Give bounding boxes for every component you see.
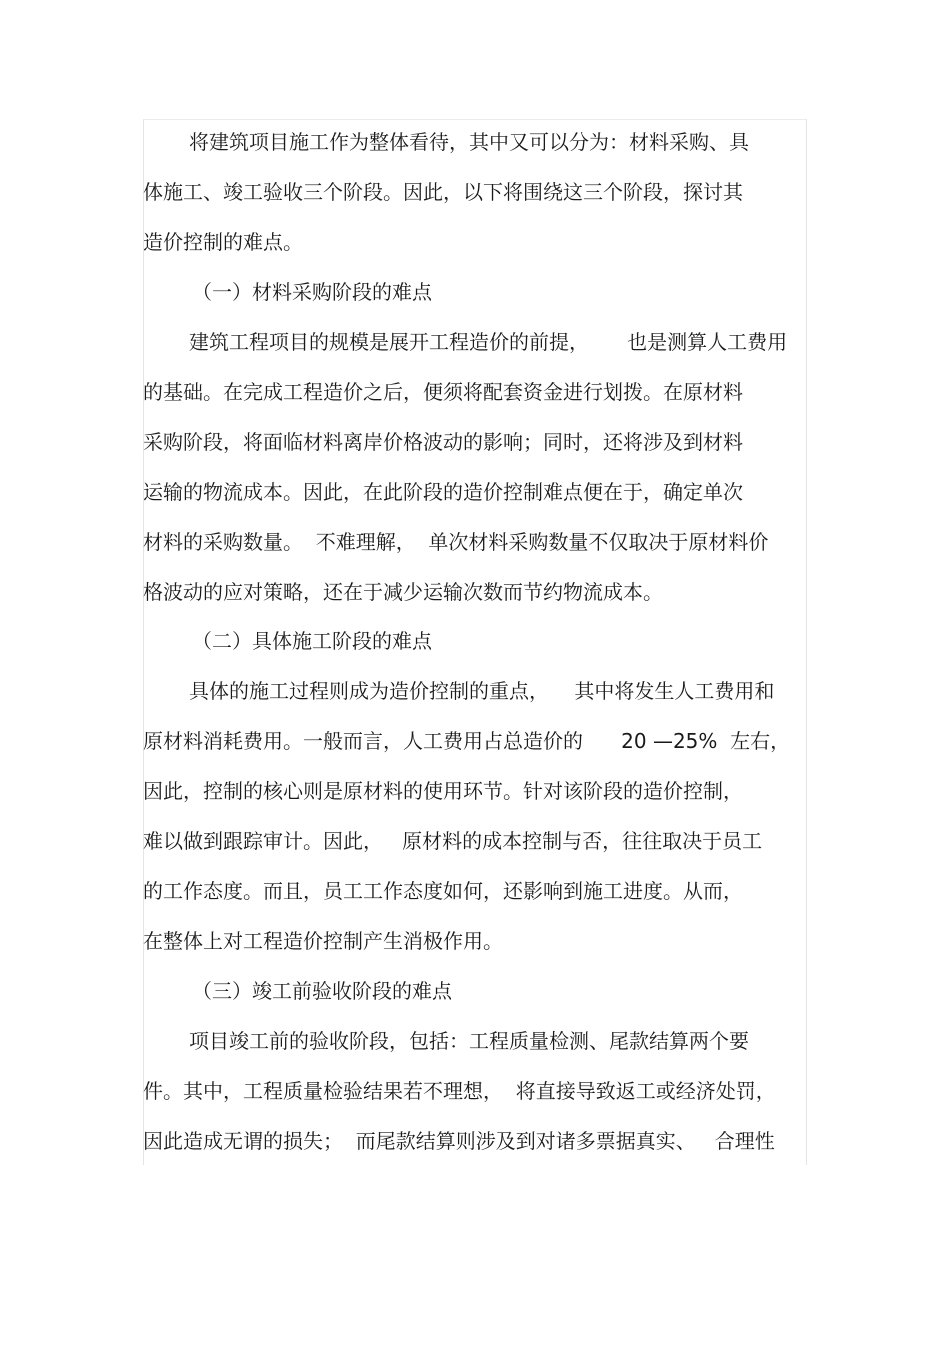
paragraph-3-line-5: 的工作态度。而且，员工工作态度如何，还影响到施工进度。从而，: [143, 879, 743, 903]
paragraph-2-line-6: 格波动的应对策略，还在于减少运输次数而节约物流成本。: [143, 580, 663, 604]
paragraph-3-line-4: 难以做到跟踪审计。因此， 原材料的成本控制与否，往往取决于员工: [143, 829, 763, 853]
section-heading-2: （二）具体施工阶段的难点: [192, 629, 432, 653]
paragraph-2-line-5: 材料的采购数量。 不难理解， 单次材料采购数量不仅取决于原材料价: [143, 530, 769, 554]
paragraph-3-line-1: 具体的施工过程则成为造价控制的重点， 其中将发生人工费用和: [189, 679, 775, 703]
paragraph-3-line-2: 原材料消耗费用。一般而言，人工费用占总造价的 20 —25% 左右，: [143, 729, 791, 753]
section-heading-3: （三）竣工前验收阶段的难点: [192, 979, 452, 1003]
paragraph-4-line-2: 件。其中，工程质量检验结果若不理想， 将直接导致返工或经济处罚，: [143, 1079, 776, 1103]
paragraph-1-line-2: 体施工、竣工验收三个阶段。因此，以下将围绕这三个阶段，探讨其: [143, 180, 743, 204]
paragraph-2-line-1: 建筑工程项目的规模是展开工程造价的前提， 也是测算人工费用: [189, 330, 788, 354]
section-heading-1: （一）材料采购阶段的难点: [192, 280, 432, 304]
paragraph-1-line-1: 将建筑项目施工作为整体看待，其中又可以分为：材料采购、具: [189, 130, 749, 154]
paragraph-2-line-3: 采购阶段，将面临材料离岸价格波动的影响；同时，还将涉及到材料: [143, 430, 743, 454]
paragraph-3-line-6: 在整体上对工程造价控制产生消极作用。: [143, 929, 503, 953]
paragraph-4-line-3: 因此造成无谓的损失； 而尾款结算则涉及到对诸多票据真实、 合理性: [143, 1129, 775, 1153]
paragraph-4-line-1: 项目竣工前的验收阶段，包括：工程质量检测、尾款结算两个要: [189, 1029, 749, 1053]
paragraph-3-line-3: 因此，控制的核心则是原材料的使用环节。针对该阶段的造价控制，: [143, 779, 743, 803]
paragraph-1-line-3: 造价控制的难点。: [143, 230, 303, 254]
paragraph-2-line-4: 运输的物流成本。因此，在此阶段的造价控制难点便在于，确定单次: [143, 480, 743, 504]
paragraph-2-line-2: 的基础。在完成工程造价之后，便须将配套资金进行划拨。在原材料: [143, 380, 743, 404]
